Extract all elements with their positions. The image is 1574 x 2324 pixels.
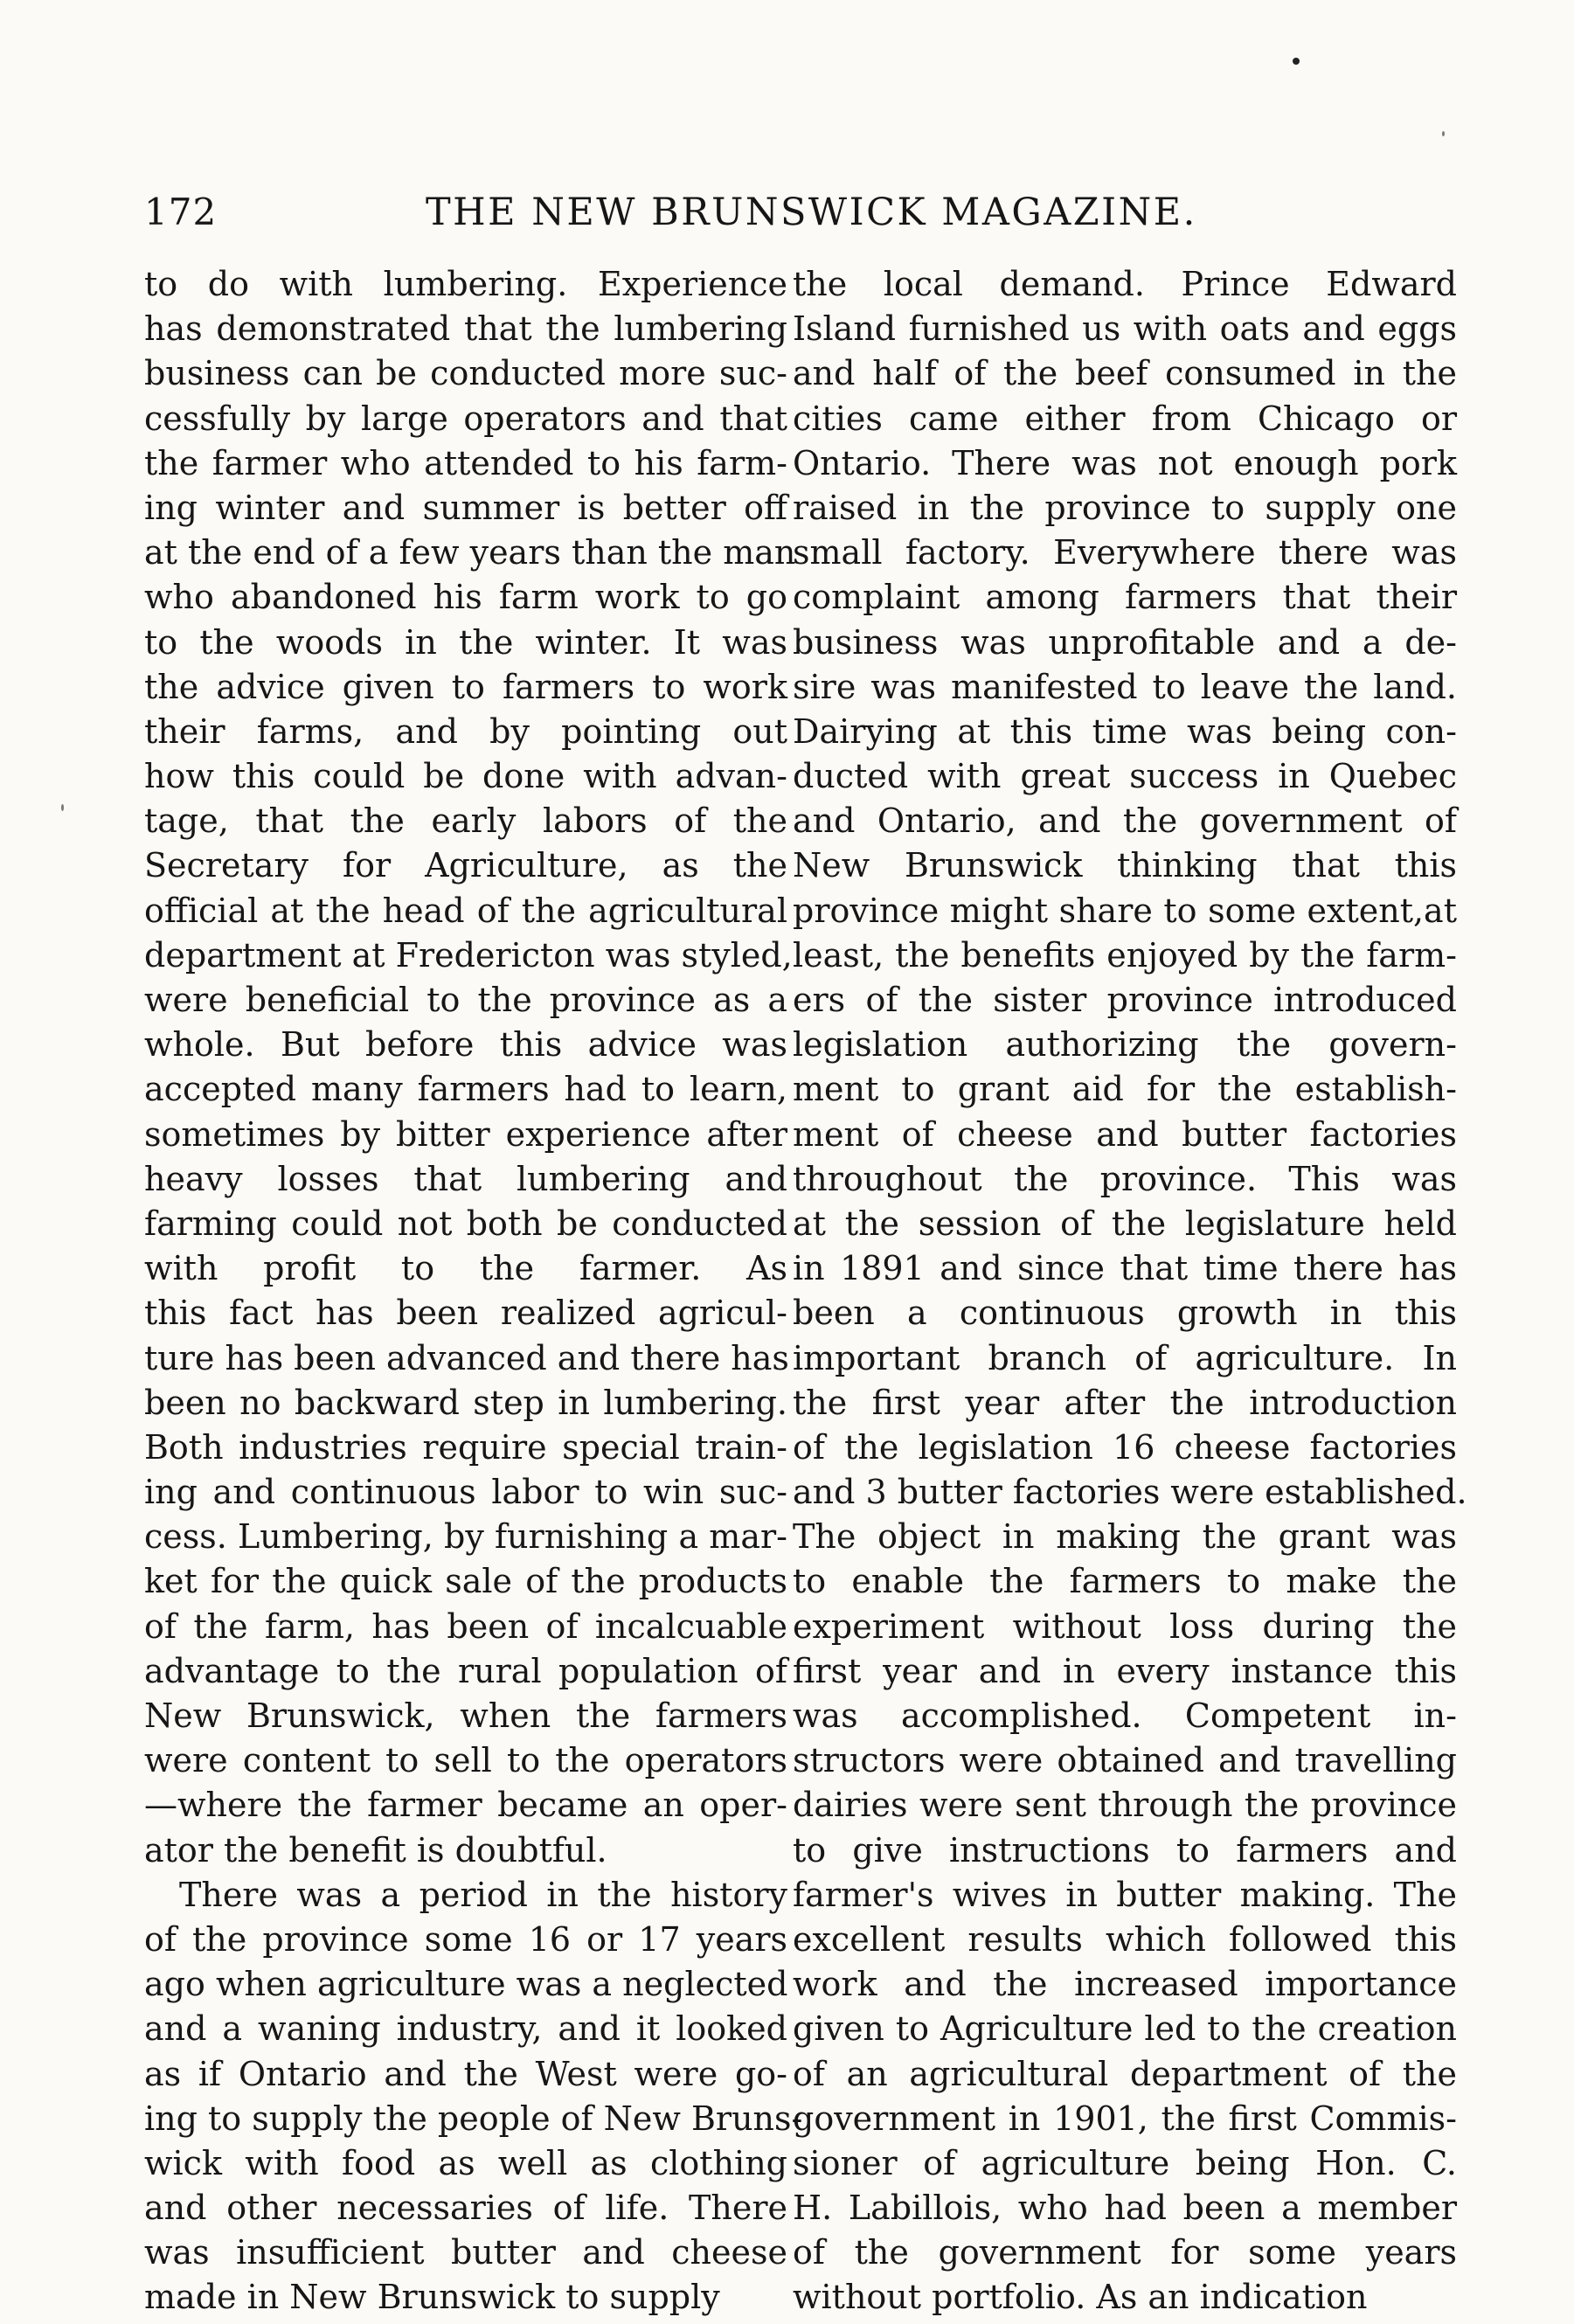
- running-head: THE NEW BRUNSWICK MAGAZINE.: [426, 191, 1197, 234]
- text-line: and Ontario, and the government of: [793, 801, 1457, 841]
- text-line: farmer's wives in butter making. The: [793, 1875, 1457, 1914]
- text-line: cess. Lumbering, by furnishing a mar-: [144, 1517, 787, 1557]
- text-line: of the province some 16 or 17 years: [144, 1919, 787, 1959]
- text-line: of the legislation 16 cheese factories: [793, 1427, 1457, 1467]
- text-line: has demonstrated that the lumbering: [144, 309, 787, 349]
- text-line: Secretary for Agriculture, as the: [144, 846, 787, 885]
- text-line: of an agricultural department of the: [793, 2054, 1457, 2093]
- text-line: and half of the beef consumed in the: [793, 354, 1457, 393]
- text-line: to give instructions to farmers and: [793, 1830, 1457, 1870]
- text-line: dairies were sent through the province: [793, 1786, 1457, 1825]
- text-line: as if Ontario and the West were go-: [144, 2054, 787, 2093]
- text-line: There was a period in the history: [179, 1875, 787, 1914]
- text-line: legislation authorizing the govern-: [793, 1025, 1457, 1065]
- text-line: government in 1901, the first Commis-: [793, 2099, 1457, 2138]
- text-line: made in New Brunswick to supply: [144, 2278, 720, 2317]
- text-line: —where the farmer became an oper-: [144, 1786, 787, 1825]
- text-line: important branch of agriculture. In: [793, 1338, 1457, 1377]
- text-line: farming could not both be conducted: [144, 1204, 787, 1243]
- text-line: ket for the quick sale of the products: [144, 1562, 787, 1601]
- text-line: of the farm, has been of incalcuable: [144, 1606, 787, 1646]
- text-line: of the government for some years: [793, 2233, 1457, 2272]
- text-line: the farmer who attended to his farm-: [144, 443, 787, 482]
- text-line: were content to sell to the operators: [144, 1741, 787, 1780]
- text-line: ing winter and summer is better off: [144, 488, 787, 527]
- text-line: ducted with great success in Quebec: [793, 757, 1457, 796]
- text-line: official at the head of the agricultural: [144, 891, 787, 930]
- text-line: wick with food as well as clothing: [144, 2143, 787, 2182]
- page-number: 172: [144, 191, 218, 233]
- text-line: to do with lumbering. Experience: [144, 265, 787, 303]
- text-line: business can be conducted more suc-: [144, 354, 787, 393]
- text-line: was accomplished. Competent in-: [793, 1696, 1457, 1735]
- ink-speck: [1442, 131, 1445, 136]
- text-line: the first year after the introduction: [793, 1383, 1457, 1422]
- text-line: sometimes by bitter experience after: [144, 1114, 787, 1154]
- text-line: province might share to some extent,at: [793, 891, 1457, 930]
- text-line: whole. But before this advice was: [144, 1025, 787, 1065]
- text-line: ment to grant aid for the establish-: [793, 1070, 1457, 1109]
- text-line: the advice given to farmers to work: [144, 667, 787, 706]
- text-line: tage, that the early labors of the: [144, 801, 787, 841]
- text-line: the local demand. Prince Edward: [793, 265, 1457, 303]
- text-line: first year and in every instance this: [793, 1651, 1457, 1690]
- text-line: accepted many farmers had to learn,: [144, 1070, 787, 1109]
- text-line: at the end of a few years than the man: [144, 533, 796, 572]
- text-line: without portfolio. As an indication: [793, 2278, 1368, 2317]
- text-line: New Brunswick thinking that this: [793, 846, 1457, 885]
- ink-speck: [1293, 58, 1300, 65]
- text-line: ator the benefit is doubtful.: [144, 1830, 607, 1870]
- text-line: given to Agriculture led to the creation: [793, 2009, 1457, 2049]
- text-line: were beneficial to the province as a: [144, 981, 787, 1019]
- text-line: heavy losses that lumbering and: [144, 1159, 787, 1198]
- text-line: cities came either from Chicago or: [793, 399, 1457, 438]
- text-line: advantage to the rural population of: [144, 1651, 787, 1690]
- page-header: [144, 191, 1473, 246]
- text-line: been a continuous growth in this: [793, 1294, 1457, 1333]
- text-line: raised in the province to supply one: [793, 488, 1457, 527]
- text-line: ago when agriculture was a neglected: [144, 1965, 788, 2004]
- text-column-right: [793, 262, 1467, 2321]
- text-line: H. Labillois, who had been a member: [793, 2189, 1457, 2228]
- text-line: ing and continuous labor to win suc-: [144, 1473, 787, 1512]
- text-line: Both industries require special train-: [144, 1427, 787, 1467]
- text-line: to enable the farmers to make the: [793, 1562, 1457, 1601]
- text-line: structors were obtained and travelling: [793, 1741, 1457, 1780]
- ink-speck: [61, 804, 64, 811]
- text-line: with profit to the farmer. As: [144, 1249, 787, 1288]
- text-line: experiment without loss during the: [793, 1606, 1457, 1646]
- text-line: and other necessaries of life. There: [144, 2189, 787, 2228]
- text-line: and a waning industry, and it looked: [144, 2009, 787, 2049]
- text-line: sioner of agriculture being Hon. C.: [793, 2143, 1457, 2182]
- text-line: Ontario. There was not enough pork: [793, 443, 1457, 482]
- text-line: was insufficient butter and cheese: [144, 2233, 787, 2272]
- text-line: ing to supply the people of New Bruns-: [144, 2099, 803, 2138]
- text-line: ers of the sister province introduced: [793, 981, 1457, 1019]
- text-line: this fact has been realized agricul-: [144, 1294, 787, 1333]
- text-line: in 1891 and since that time there has: [793, 1249, 1457, 1288]
- text-line: ture has been advanced and there has: [144, 1338, 789, 1377]
- text-line: throughout the province. This was: [793, 1159, 1457, 1198]
- text-line: at the session of the legislature held: [793, 1204, 1457, 1243]
- text-line: and 3 butter factories were established.: [793, 1473, 1467, 1512]
- text-line: least, the benefits enjoyed by the farm-: [793, 935, 1457, 975]
- text-line: to the woods in the winter. It was: [144, 622, 787, 662]
- text-line: cessfully by large operators and that: [144, 399, 787, 438]
- text-line: business was unprofitable and a de-: [793, 622, 1457, 662]
- text-line: work and the increased importance: [793, 1965, 1457, 2004]
- text-line: The object in making the grant was: [793, 1517, 1457, 1557]
- text-column-left: [144, 262, 803, 2321]
- text-line: Dairying at this time was being con-: [793, 711, 1457, 751]
- text-line: been no backward step in lumbering.: [144, 1383, 787, 1422]
- text-line: their farms, and by pointing out: [144, 711, 787, 751]
- text-line: who abandoned his farm work to go: [144, 578, 787, 617]
- text-line: small factory. Everywhere there was: [793, 533, 1457, 572]
- text-line: sire was manifested to leave the land.: [793, 667, 1457, 706]
- text-line: ment of cheese and butter factories: [793, 1114, 1457, 1154]
- text-line: excellent results which followed this: [793, 1919, 1457, 1959]
- text-line: Island furnished us with oats and eggs: [793, 309, 1457, 349]
- text-line: department at Fredericton was styled,: [144, 935, 793, 975]
- text-line: New Brunswick, when the farmers: [144, 1696, 787, 1735]
- text-line: how this could be done with advan-: [144, 757, 787, 796]
- text-line: complaint among farmers that their: [793, 578, 1457, 617]
